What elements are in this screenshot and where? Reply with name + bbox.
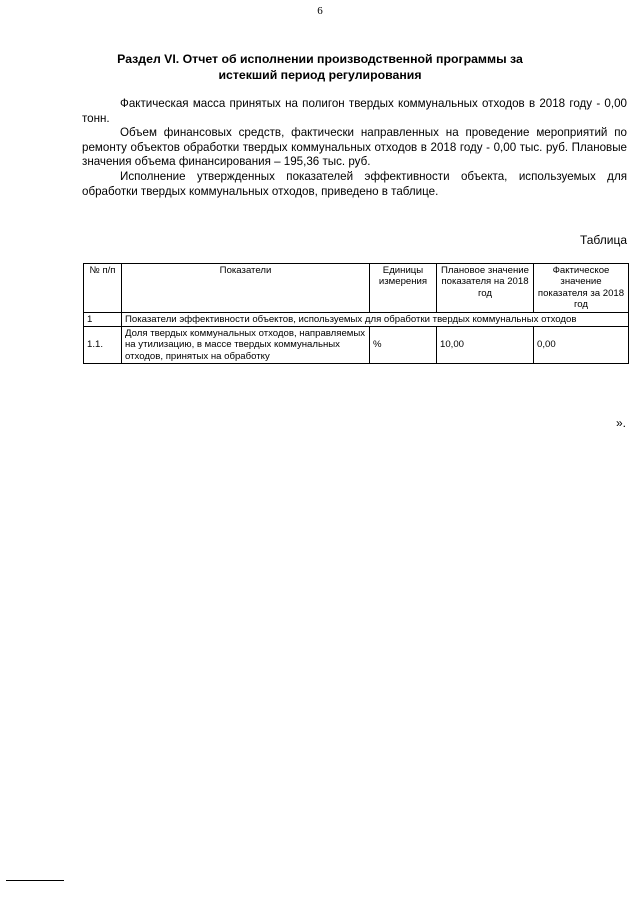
header-actual: Фактическое значение показателя за 2018 год: [534, 264, 629, 313]
row-unit: %: [370, 327, 437, 364]
page-number: 6: [317, 5, 323, 17]
paragraph-mass: Фактическая масса принятых на полигон твердых коммунальных отходов в 2018 году - 0,00 тонн.: [82, 97, 627, 125]
footnote-separator-line: [6, 880, 64, 881]
table-header-row: [84, 264, 629, 313]
row-actual: 0,00: [534, 327, 629, 364]
row-planned: 10,00: [437, 327, 534, 364]
indicators-table: [83, 263, 629, 364]
body-text: [82, 97, 627, 199]
table-group-row: [84, 312, 629, 326]
row-num: 1.1.: [84, 327, 122, 364]
header-num: № п/п: [84, 264, 122, 313]
paragraph-financing: Объем финансовых средств, фактически направленных на проведение мероприятий по ремонту объектов обработки твердых коммунальных отходов в 2018 году - 0,00 тыс. руб. Плановые значения объема финансирования – 195,36 тыс. руб.: [82, 126, 627, 169]
header-indicator: Показатели: [122, 264, 370, 313]
table-row: [84, 327, 629, 364]
closing-quote: ».: [615, 416, 626, 430]
paragraph-indicators: Исполнение утвержденных показателей эффективности объекта, используемых для обработки твердых коммунальных отходов, приведено в таблице.: [82, 169, 627, 198]
group-num: 1: [84, 312, 122, 326]
header-unit: Единицы измерения: [370, 264, 437, 313]
section-title: Раздел VI. Отчет об исполнении производственной программы за истекший период регулирования: [117, 52, 523, 82]
header-planned: Плановое значение показателя на 2018 год: [437, 264, 534, 313]
row-indicator: Доля твердых коммунальных отходов, направляемых на утилизацию, в массе твердых коммунальных отходов, принятых на обработку: [122, 327, 370, 364]
table-caption: Таблица: [579, 233, 627, 247]
group-text: Показатели эффективности объектов, используемых для обработки твердых коммунальных отходов: [122, 312, 629, 326]
